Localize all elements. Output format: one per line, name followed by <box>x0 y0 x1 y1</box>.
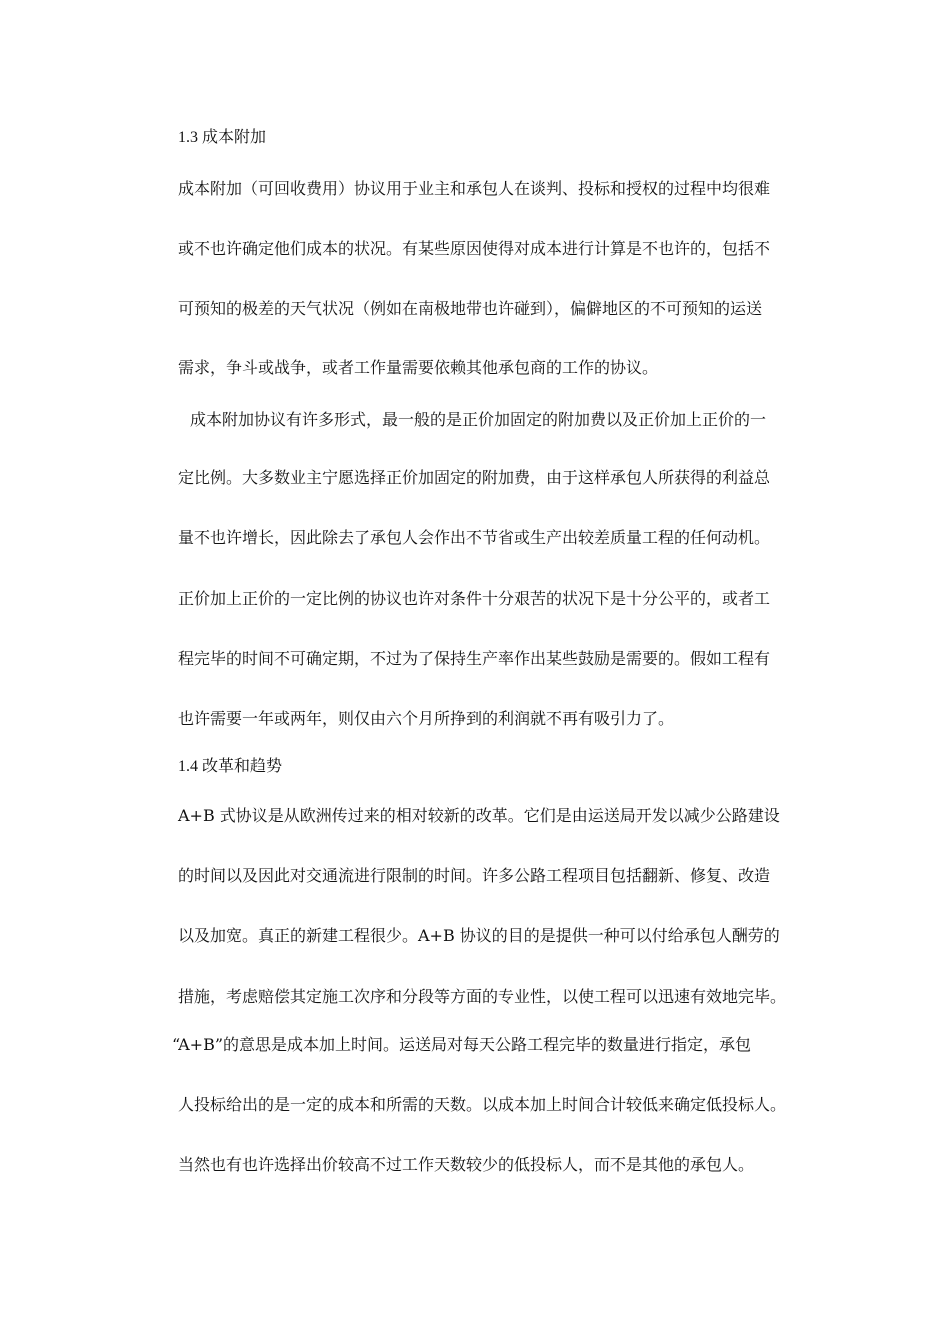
paragraph-line: 成本附加协议有许多形式，最一般的是正价加固定的附加费以及正价加上正价的一 <box>190 410 767 429</box>
paragraph-line: 也许需要一年或两年，则仅由六个月所挣到的利润就不再有吸引力了。 <box>178 709 675 728</box>
section-heading: 1.4 改革和趋势 <box>178 758 283 775</box>
paragraph-line: 正价加上正价的一定比例的协议也许对条件十分艰苦的状况下是十分公平的，或者工 <box>178 589 771 608</box>
paragraph-line: 人投标给出的是一定的成本和所需的天数。以成本加上时间合计较低来确定低投标人。 <box>178 1095 787 1114</box>
paragraph-line: 成本附加（可回收费用）协议用于业主和承包人在谈判、投标和授权的过程中均很难 <box>178 179 771 198</box>
paragraph-line: 措施，考虑赔偿其定施工次序和分段等方面的专业性，以使工程可以迅速有效地完毕。 <box>178 987 787 1006</box>
paragraph-line: 或不也许确定他们成本的状况。有某些原因使得对成本进行计算是不也许的，包括不 <box>178 239 771 258</box>
paragraph-line: 需求，争斗或战争，或者工作量需要依赖其他承包商的工作的协议。 <box>178 358 659 377</box>
section-heading: 1.3 成本附加 <box>178 129 267 146</box>
paragraph-line: 量不也许增长，因此除去了承包人会作出不节省或生产出较差质量工程的任何动机。 <box>178 528 771 547</box>
paragraph-line: 定比例。大多数业主宁愿选择正价加固定的附加费，由于这样承包人所获得的利益总 <box>178 468 771 487</box>
paragraph-line: 程完毕的时间不可确定期，不过为了保持生产率作出某些鼓励是需要的。假如工程有 <box>178 649 771 668</box>
paragraph-line: A+B 式协议是从欧洲传过来的相对较新的改革。它们是由运送局开发以减少公路建设 <box>178 806 780 825</box>
paragraph-line: 以及加宽。真正的新建工程很少。A+B 协议的目的是提供一种可以付给承包人酬劳的 <box>178 926 780 945</box>
paragraph-line: 可预知的极差的天气状况（例如在南极地带也许碰到），偏僻地区的不可预知的运送 <box>178 299 763 318</box>
paragraph-line: 当然也有也许选择出价较高不过工作天数较少的低投标人，而不是其他的承包人。 <box>178 1155 755 1174</box>
paragraph-line: “A+B”的意思是成本加上时间。运送局对每天公路工程完毕的数量进行指定，承包 <box>172 1035 752 1054</box>
paragraph-line: 的时间以及因此对交通流进行限制的时间。许多公路工程项目包括翻新、修复、改造 <box>178 866 771 885</box>
